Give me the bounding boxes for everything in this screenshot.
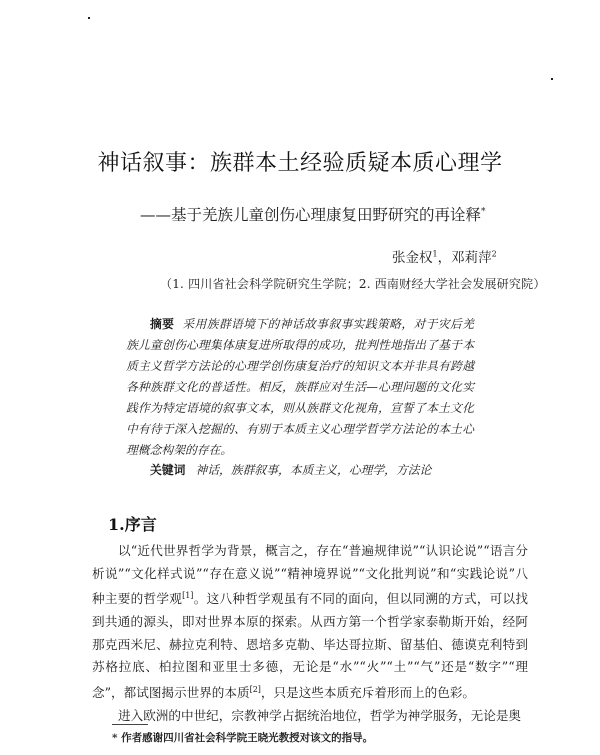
keywords-label: 关键词 [150,463,186,477]
author-1-affil-mark: 1 [432,249,438,259]
body-text-run: 以“近代世界哲学为背景，概言之，存在“普遍规律说”“认识论说”“语言分析说”“文化样式说”“存在意义说”“精神境界说”“文化批判说”和“实践论说”八种主要的哲学观 [92,543,528,607]
abstract [126,314,474,461]
citation-ref: [1] [182,591,194,601]
author-1: 张金权 [392,250,433,266]
section-heading: 1.序言 [108,515,157,534]
body-paragraph [92,540,528,705]
scan-speck [551,78,553,80]
body-paragraph: 进入欧洲的中世纪，宗教神学占据统治地位，哲学为神学服务，无论是奥 [118,707,521,723]
footnote: * 作者感谢四川省社会科学院王晓光教授对该文的指导。 [112,732,374,744]
abstract-label: 摘要 [150,317,175,331]
footnote-divider [112,724,148,725]
citation-ref: [2] [249,684,261,694]
keywords-text: 神话，族群叙事，本质主义，心理学，方法论 [195,463,432,477]
paper-title: 神话叙事：族群本土经验质疑本质心理学 [97,151,503,176]
author-2: 邓莉萍 [451,250,492,266]
paper-subtitle [140,203,486,225]
abstract-text: 采用族群语境下的神话故事叙事实践策略，对于灾后羌族儿童创伤心理集体康复进所取得的成功，批判性地指出了基于本质主义哲学方法论的心理学创伤康复治疗的知识文本并非具有跨越各种族群文化的普适性。相反，族群应对生活—心理问题的文化实践作为特定语境的叙事文本，则从族群文化视角，宣誓了本土文化中有待于深入挖掘的、有别于本质主义心理学哲学方法论的本土心理概念构架的存在。 [126,317,474,457]
subtitle-footnote-mark: * [481,206,486,217]
body-text [92,540,528,727]
affiliations: （1. 四川省社会科学院研究生学院；2. 西南财经大学社会发展研究院） [160,277,546,291]
subtitle-text: ——基于羌族儿童创伤心理康复田野研究的再诠释 [140,206,482,224]
author-2-affil-mark: 2 [491,249,497,259]
keywords [150,461,431,478]
body-text-run: ，只是这些本质充斥着形而上的色彩。 [260,684,476,700]
author-line [392,246,497,266]
author-separator: ， [437,250,452,266]
scan-speck [88,17,90,19]
body-text-run: 。这八种哲学观虽有不同的面向，但以同溯的方式，可以找到共通的源头，即对世界本原的探索。从西方第一个哲学家泰勒斯开始，经阿那克西米尼、赫拉克利特、恩培多克勒、毕达哥拉斯、留基伯、德谟克利特到苏格拉底、柏拉图和亚里士多德，无论是“水”“火”“土”“气”还是“数字”“理念”，都试图揭示世界的本质 [92,591,529,700]
